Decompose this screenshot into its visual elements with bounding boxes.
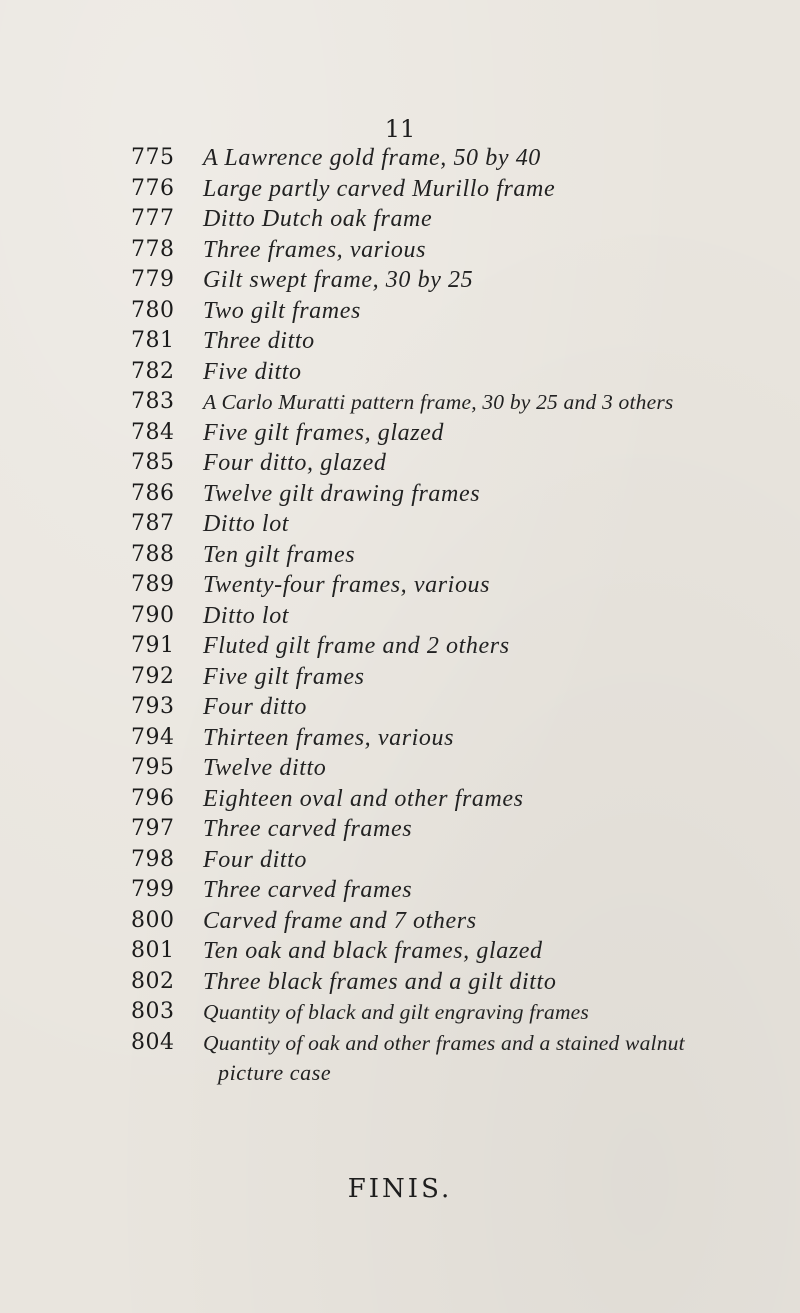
finis-mark: FINIS. — [347, 1174, 453, 1204]
lot-description: Five gilt frames — [203, 663, 365, 690]
lot-number: 794 — [131, 724, 175, 750]
lot-entry — [0, 1028, 800, 1059]
lot-number: 787 — [131, 511, 175, 536]
lot-description: Four ditto, glazed — [203, 450, 387, 476]
lot-number: 789 — [131, 572, 175, 597]
lot-number: 782 — [131, 358, 175, 384]
lot-entry — [0, 662, 800, 693]
lot-entry — [0, 357, 800, 388]
lot-entry — [0, 967, 800, 998]
lot-description: Ditto lot — [203, 511, 290, 537]
lot-number: 777 — [131, 206, 175, 231]
lot-entry — [0, 814, 800, 845]
lot-number: 792 — [131, 663, 175, 689]
lot-entry — [0, 784, 800, 815]
lot-number: 796 — [131, 785, 175, 811]
lot-number: 780 — [131, 297, 175, 323]
lot-number: 804 — [131, 1029, 175, 1055]
lot-description: Three frames, various — [203, 236, 427, 263]
lot-entry — [0, 906, 800, 937]
lot-entry — [0, 143, 800, 174]
lot-entry — [0, 845, 800, 876]
lot-description: Carved frame and 7 others — [203, 907, 477, 934]
lot-list — [0, 143, 800, 1089]
lot-description: Quantity of black and gilt engraving frames — [203, 1000, 589, 1024]
lot-number: 797 — [131, 816, 175, 841]
lot-description: Ditto lot — [203, 602, 290, 629]
lot-description: Three black frames and a gilt ditto — [203, 968, 557, 995]
lot-description: Twelve gilt drawing frames — [203, 480, 481, 507]
lot-description-continuation: picture case — [218, 1060, 332, 1085]
lot-entry — [0, 875, 800, 906]
lot-entry — [0, 631, 800, 662]
lot-entry — [0, 997, 800, 1028]
lot-description: Gilt swept frame, 30 by 25 — [203, 267, 474, 293]
lot-entry — [0, 692, 800, 723]
lot-entry — [0, 296, 800, 327]
lot-entry — [0, 723, 800, 754]
lot-number: 801 — [131, 938, 175, 963]
lot-description: Two gilt frames — [203, 297, 361, 324]
lot-description: Fluted gilt frame and 2 others — [203, 633, 510, 659]
lot-entry-continuation — [0, 1058, 800, 1089]
lot-description: Five gilt frames, glazed — [203, 419, 445, 446]
lot-number: 791 — [131, 633, 175, 658]
lot-number: 779 — [131, 267, 175, 292]
lot-description: Four ditto — [203, 694, 308, 720]
lot-number: 781 — [131, 328, 175, 353]
lot-entry — [0, 265, 800, 296]
lot-number: 775 — [131, 145, 175, 170]
page-number: 11 — [384, 115, 416, 143]
lot-number: 790 — [131, 602, 175, 628]
lot-entry — [0, 540, 800, 571]
lot-entry — [0, 479, 800, 510]
lot-entry — [0, 174, 800, 205]
lot-number: 802 — [131, 968, 175, 994]
lot-number: 803 — [131, 999, 175, 1024]
lot-number: 798 — [131, 846, 175, 872]
lot-entry — [0, 601, 800, 632]
lot-description: Ten gilt frames — [203, 541, 356, 568]
lot-description: Twenty-four frames, various — [203, 572, 491, 598]
lot-entry — [0, 936, 800, 967]
lot-entry — [0, 235, 800, 266]
lot-description: Three ditto — [203, 328, 315, 354]
lot-description: Ditto Dutch oak frame — [203, 206, 433, 232]
lot-description: Three carved frames — [203, 816, 413, 842]
lot-description: A Carlo Muratti pattern frame, 30 by 25 and 3 others — [203, 390, 674, 414]
lot-number: 786 — [131, 480, 175, 506]
lot-entry — [0, 326, 800, 357]
lot-description: Large partly carved Murillo frame — [203, 175, 556, 202]
lot-number: 788 — [131, 541, 175, 567]
lot-number: 795 — [131, 755, 175, 780]
lot-number: 778 — [131, 236, 175, 262]
lot-description: Twelve ditto — [203, 755, 327, 781]
lot-number: 799 — [131, 877, 175, 902]
lot-number: 784 — [131, 419, 175, 445]
lot-description: Three carved frames — [203, 877, 413, 903]
lot-description: A Lawrence gold frame, 50 by 40 — [203, 145, 541, 171]
lot-description: Quantity of oak and other frames and a stained walnut — [203, 1030, 685, 1055]
lot-number: 776 — [131, 175, 175, 201]
lot-number: 793 — [131, 694, 175, 719]
lot-description: Thirteen frames, various — [203, 724, 455, 751]
lot-entry — [0, 509, 800, 540]
lot-entry — [0, 204, 800, 235]
lot-entry — [0, 753, 800, 784]
lot-entry — [0, 570, 800, 601]
lot-entry — [0, 418, 800, 449]
lot-description: Eighteen oval and other frames — [203, 785, 524, 812]
lot-entry — [0, 387, 800, 418]
lot-number: 783 — [131, 389, 175, 414]
lot-number: 785 — [131, 450, 175, 475]
lot-description: Ten oak and black frames, glazed — [203, 938, 543, 964]
lot-entry — [0, 448, 800, 479]
lot-description: Five ditto — [203, 358, 302, 385]
lot-description: Four ditto — [203, 846, 308, 873]
lot-number: 800 — [131, 907, 175, 933]
